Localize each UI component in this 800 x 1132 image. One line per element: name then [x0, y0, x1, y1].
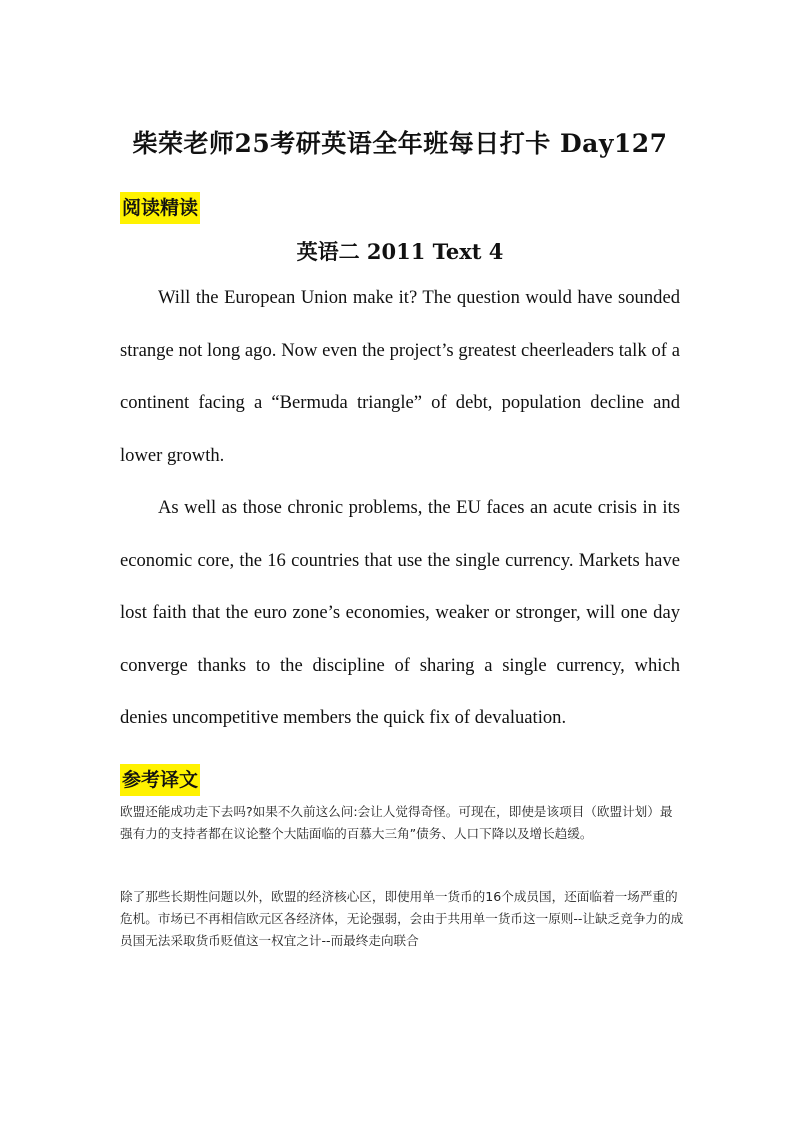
chinese-paragraph-1: 欧盟还能成功走下去吗?如果不久前这么问:会让人觉得奇怪。可现在，即使是该项目（欧盟计划）最强有力的支持者都在议论整个大陆面临的百慕大三角”债务、人口下降以及增长趋缓。: [120, 804, 673, 841]
text-heading: 英语二 2011 Text 4: [296, 239, 504, 264]
chinese-paragraph-2: 除了那些长期性问题以外，欧盟的经济核心区，即使用单一货币的16个成员国，还面临着一场严重的危机。市场已不再相信欧元区各经济体，无论强弱，会由于共用单一货币这一原则--让缺乏竞争力的成员国无法采取货币贬值这一权宜之计--而最终走向联合: [120, 889, 684, 948]
page-title: 柴荣老师25考研英语全年班每日打卡 Day127: [132, 129, 668, 158]
english-paragraph-1: Will the European Union make it? The question would have sounded strange not long ago. Now even the project’s greatest cheerleaders talk of a continent facing a “Bermuda triangle” of debt, population decline and lower growth.: [120, 287, 680, 466]
section-label-reading: 阅读精读: [120, 192, 200, 224]
section-label-translation: 参考译文: [120, 764, 200, 796]
english-paragraph-2: As well as those chronic problems, the EU faces an acute crisis in its economic core, the 16 countries that use the single currency. Markets have lost faith that the euro zone’s economies, weaker or stronger, will one day converge thanks to the discipline of sharing a single currency, which denies uncompetitive members the quick fix of devaluation.: [120, 497, 680, 728]
